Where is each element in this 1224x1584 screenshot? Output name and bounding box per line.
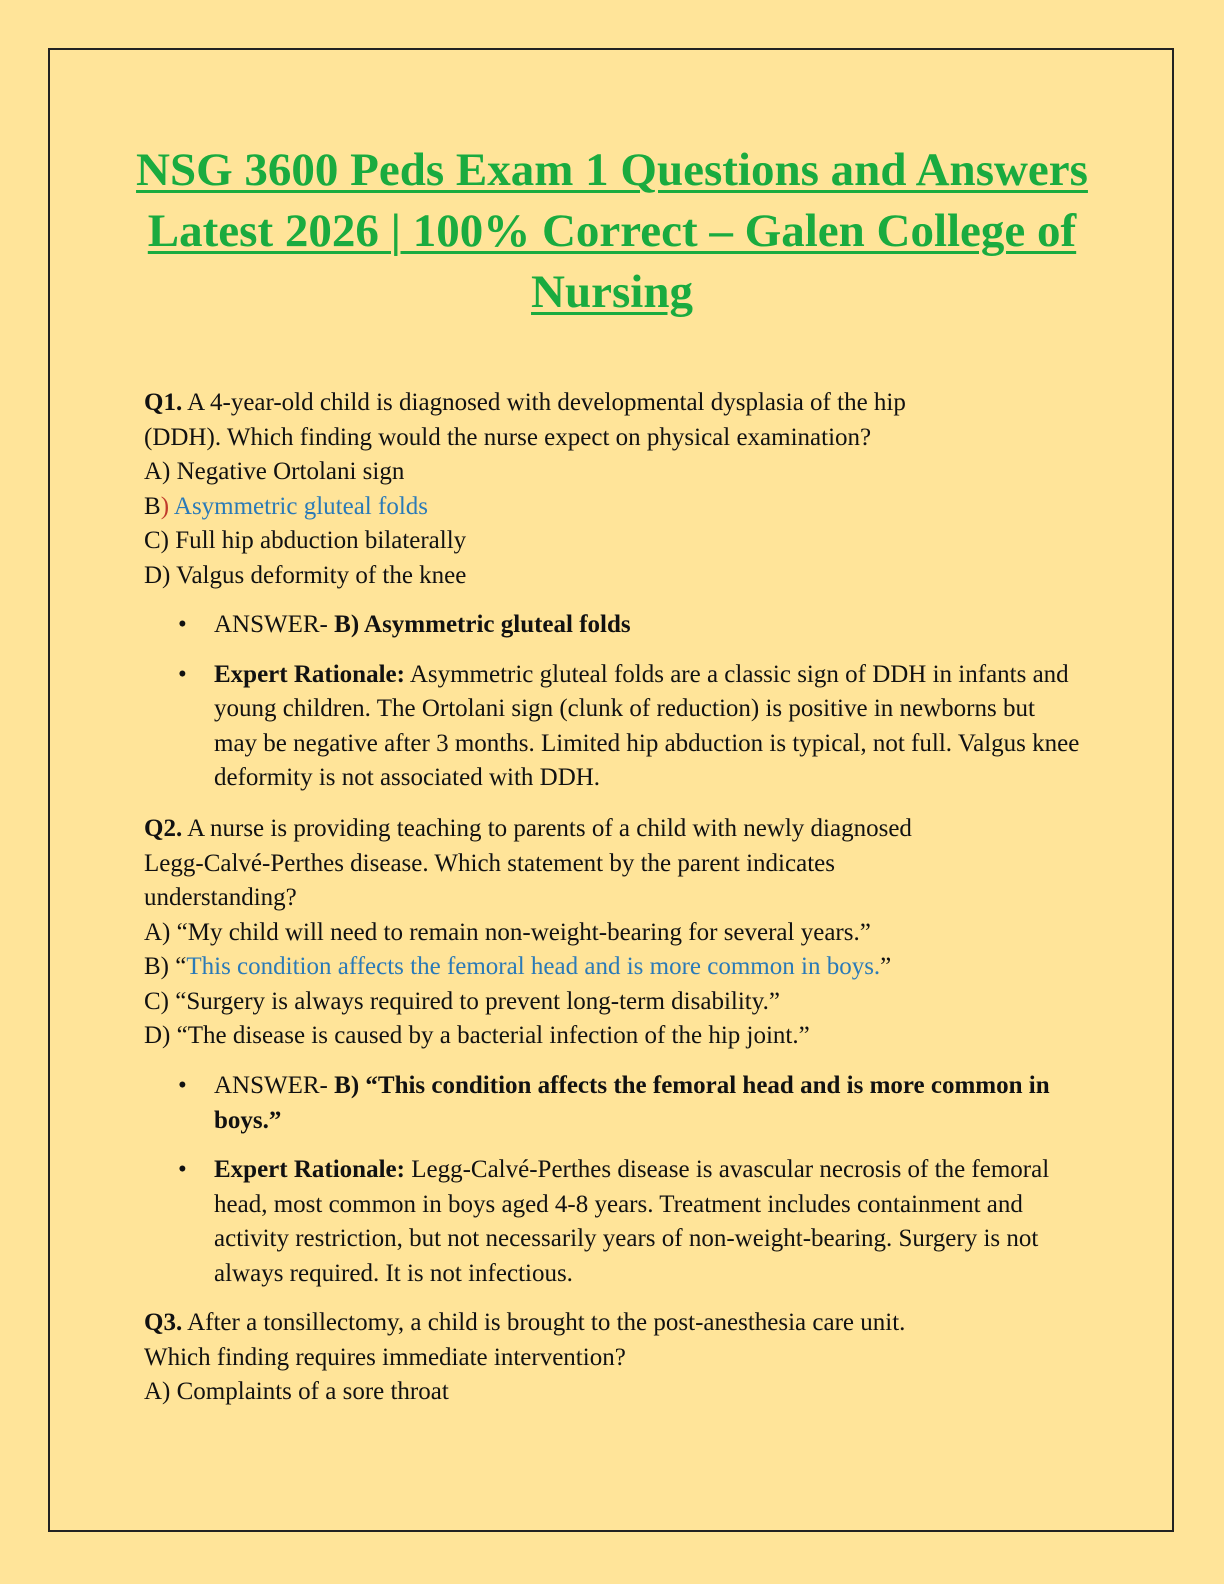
question-label: Q1.	[144, 389, 183, 416]
document-title: NSG 3600 Peds Exam 1 Questions and Answers Latest 2026 | 100% Correct – Galen College of Nursing	[136, 144, 1088, 318]
question-label: Q2.	[144, 815, 183, 842]
answer-text: B) “This condition affects the femoral head and is more common in boys.”	[214, 1072, 1050, 1134]
option-c: C) “Surgery is always required to prevent long-term disability.”	[144, 987, 780, 1015]
question-stem-line: (DDH). Which finding would the nurse expect on physical examination?	[144, 423, 872, 451]
question-1	[144, 386, 1084, 593]
bullet-icon: •	[178, 611, 187, 638]
option-a: A) “My child will need to remain non-weight-bearing for several years.”	[144, 918, 871, 946]
option-a: A) Negative Ortolani sign	[144, 458, 405, 485]
option-a: A) Complaints of a sore throat	[144, 1378, 449, 1405]
question-2	[144, 812, 1084, 1054]
question-stem: Q2. A nurse is providing teaching to parents of a child with newly diagnosed	[144, 815, 912, 842]
bullet-icon: •	[178, 1072, 187, 1099]
rationale-text: Asymmetric gluteal folds are a classic sign of DDH in infants and young children. The Ortolani sign (clunk of reduction) is positive in newborns but may be negative after 3 months. Limited hip abduction is typical, not full. Valgus knee deformity is not associated with DDH.	[214, 660, 1080, 791]
bullet-icon: •	[178, 660, 187, 688]
rationale-item	[144, 658, 1084, 796]
question-stem-line: Legg-Calvé-Perthes disease. Which statement by the parent indicates	[144, 849, 835, 877]
question-3	[144, 1306, 1084, 1410]
question-stem: Q1. A 4-year-old child is diagnosed with developmental dysplasia of the hip	[144, 389, 906, 416]
question-stem-line: understanding?	[144, 884, 297, 911]
option-d: D) Valgus deformity of the knee	[144, 561, 467, 589]
rationale-item	[144, 1153, 1084, 1291]
bullet-icon: •	[178, 1156, 187, 1183]
answer-text: B) Asymmetric gluteal folds	[334, 611, 631, 638]
question-label: Q3.	[144, 1309, 183, 1336]
question-stem-line: Which finding requires immediate intervention?	[144, 1343, 626, 1371]
option-b: B) “This condition affects the femoral head and is more common in boys.”	[144, 953, 892, 980]
question-stem: Q3. After a tonsillectomy, a child is brought to the post-anesthesia care unit.	[144, 1309, 906, 1336]
answer-item: • ANSWER- B) Asymmetric gluteal folds	[144, 608, 1084, 643]
answer-list-1	[144, 608, 1084, 796]
option-c: C) Full hip abduction bilaterally	[144, 527, 467, 554]
rationale-text: Legg-Calvé-Perthes disease is avascular necrosis of the femoral head, most common in boys aged 4-8 years. Treatment includes containment and activity restriction, but not necessarily years of non-weight-bearing. Surgery is not always required. It is not infectious.	[214, 1156, 1050, 1287]
rationale-label: Expert Rationale:	[214, 1156, 405, 1183]
rationale-label: Expert Rationale:	[214, 660, 405, 688]
option-b: B) Asymmetric gluteal folds	[144, 492, 428, 520]
option-d: D) “The disease is caused by a bacterial infection of the hip joint.”	[144, 1022, 810, 1049]
answer-list-2	[144, 1069, 1084, 1291]
answer-item: • ANSWER- B) “This condition affects the femoral head and is more common in boys.”	[144, 1069, 1084, 1138]
